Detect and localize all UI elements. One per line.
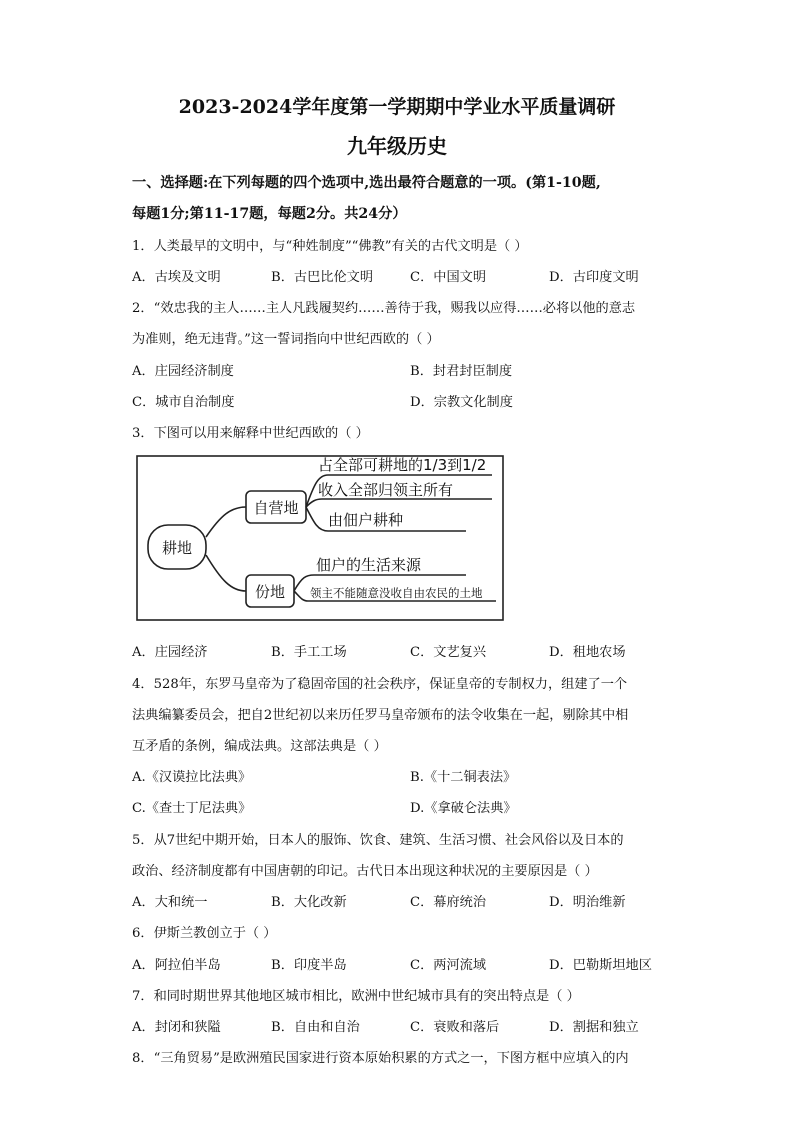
diagram-root-label: 耕地 <box>161 539 193 557</box>
q3-option-b[interactable]: B．手工工场 <box>271 645 347 660</box>
land-diagram <box>136 455 504 621</box>
diagram-leaf-2: 收入全部归领主所有 <box>318 481 454 499</box>
q1-option-a[interactable]: A．古埃及文明 <box>132 270 221 285</box>
page-title: 2023-2024学年度第一学期期中学业水平质量调研 <box>178 96 616 118</box>
q4-option-a[interactable]: A.《汉谟拉比法典》 <box>132 770 252 785</box>
q2-option-d[interactable]: D．宗教文化制度 <box>410 395 513 410</box>
question-2-stem: 2．“效忠我的主人……主人凡践履契约……善待于我，赐我以应得……必将以他的意志 <box>132 301 636 316</box>
diagram-branch-1-label: 自营地 <box>253 499 299 517</box>
page-subtitle: 九年级历史 <box>347 134 447 158</box>
q5-option-d[interactable]: D．明治维新 <box>549 895 626 910</box>
q6-option-c[interactable]: C．两河流域 <box>410 958 487 973</box>
diagram-leaf-1: 占全部可耕地的1/3到1/2 <box>318 456 487 474</box>
q6-option-b[interactable]: B．印度半岛 <box>271 958 347 973</box>
q1-option-d[interactable]: D．古印度文明 <box>549 270 639 285</box>
q4-option-d[interactable]: D.《拿破仑法典》 <box>410 801 517 816</box>
q3-option-c[interactable]: C．文艺复兴 <box>410 645 487 660</box>
section-heading: 一、选择题:在下列每题的四个选项中,选出最符合题意的一项。(第1-10题, <box>132 175 601 191</box>
diagram-leaf-5: 领主不能随意没收自由农民的土地 <box>310 586 483 600</box>
question-4-stem-cont: 法典编纂委员会，把自2世纪初以来历任罗马皇帝颁布的法令收集在一起，剔除其中相 <box>132 708 629 723</box>
q7-option-c[interactable]: C．衰败和落后 <box>410 1020 500 1035</box>
q1-option-c[interactable]: C．中国文明 <box>410 270 487 285</box>
question-8-stem: 8．“三角贸易”是欧洲殖民国家进行资本原始积累的方式之一，下图方框中应填入的内 <box>132 1051 629 1066</box>
q2-option-c[interactable]: C．城市自治制度 <box>132 395 235 410</box>
q3-option-d[interactable]: D．租地农场 <box>549 645 626 660</box>
question-2-stem-cont: 为准则，绝无违背。”这一誓词指向中世纪西欧的（ ） <box>132 332 440 347</box>
diagram-leaf-4: 佃户的生活来源 <box>316 556 422 574</box>
question-1-stem: 1．人类最早的文明中，与“种姓制度”“佛教”有关的古代文明是（ ） <box>132 239 528 254</box>
q1-option-b[interactable]: B．古巴比伦文明 <box>271 270 374 285</box>
q5-option-a[interactable]: A．大和统一 <box>132 895 208 910</box>
q5-option-c[interactable]: C．幕府统治 <box>410 895 487 910</box>
question-6-stem: 6．伊斯兰教创立于（ ） <box>132 926 277 941</box>
question-5-stem: 5．从7世纪中期开始，日本人的服饰、饮食、建筑、生活习惯、社会风俗以及日本的 <box>132 833 624 848</box>
question-5-stem-cont: 政治、经济制度都有中国唐朝的印记。古代日本出现这种状况的主要原因是（ ） <box>132 864 598 879</box>
section-heading-cont: 每题1分;第11-17题，每题2分。共24分） <box>132 206 407 222</box>
q3-option-a[interactable]: A．庄园经济 <box>132 645 208 660</box>
q7-option-d[interactable]: D．割据和独立 <box>549 1020 639 1035</box>
q2-option-a[interactable]: A．庄园经济制度 <box>132 364 234 379</box>
question-4-stem: 4．528年，东罗马皇帝为了稳固帝国的社会秩序，保证皇帝的专制权力，组建了一个 <box>132 677 628 692</box>
q6-option-d[interactable]: D．巴勒斯坦地区 <box>549 958 652 973</box>
q2-option-b[interactable]: B．封君封臣制度 <box>410 364 513 379</box>
q7-option-a[interactable]: A．封闭和狭隘 <box>132 1020 221 1035</box>
q4-option-c[interactable]: C.《查士丁尼法典》 <box>132 801 252 816</box>
q5-option-b[interactable]: B．大化改新 <box>271 895 347 910</box>
diagram-leaf-3: 由佃户耕种 <box>328 511 404 529</box>
question-3-stem: 3．下图可以用来解释中世纪西欧的（ ） <box>132 426 369 441</box>
q7-option-b[interactable]: B．自由和自治 <box>271 1020 360 1035</box>
q4-option-b[interactable]: B.《十二铜表法》 <box>410 770 517 785</box>
question-7-stem: 7．和同时期世界其他地区城市相比，欧洲中世纪城市具有的突出特点是（ ） <box>132 989 580 1004</box>
diagram-branch-2-label: 份地 <box>254 583 286 601</box>
question-4-stem-cont2: 互矛盾的条例，编成法典。这部法典是（ ） <box>132 739 387 754</box>
q6-option-a[interactable]: A．阿拉伯半岛 <box>132 958 221 973</box>
